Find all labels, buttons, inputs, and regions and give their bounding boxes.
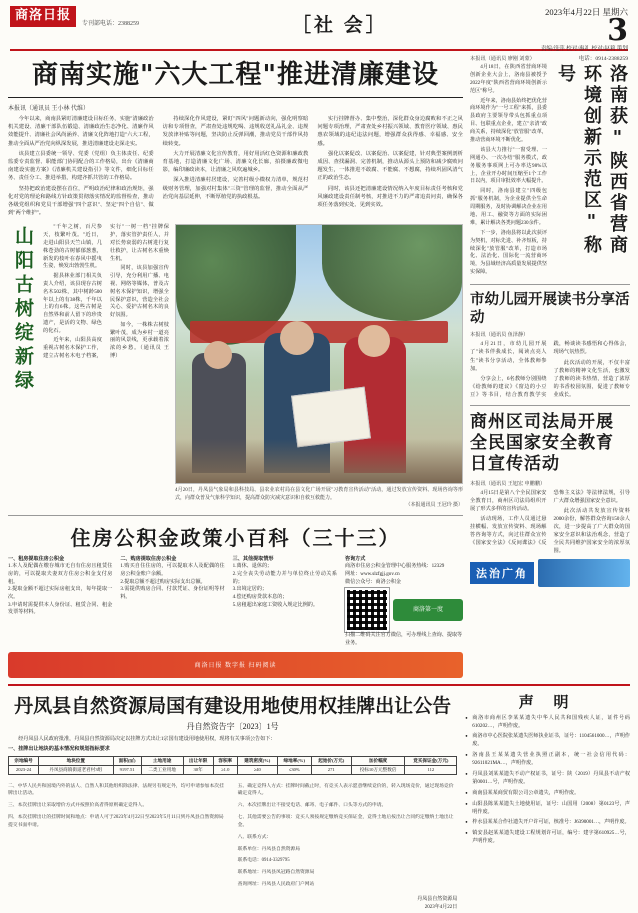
right-top-paragraph: 同时，洛南县建立"四级包抓"服务机制，为企业提供全生命周期服务，及时协调解决企业在用地、用工、融资等方面的实际困难，累计解决各类问题230余件。 <box>470 188 547 226</box>
right-top-paragraph: 下一步，洛南县将以此次获评为契机，对标先进、补齐短板，持续深化"放管服"改革，打造市场化、法治化、国际化一流营商环境，为县域经济高质量发展提供坚实保障。 <box>470 229 547 276</box>
table-cell: 投标10万元整数倍 <box>351 766 405 775</box>
feature-paragraph: "千年之树，百尺参天，枝繁叶茂。"近日，走进山阳县天竺山镇，几株苍劲的古树郁郁葱葱，新发的枝叶在春风中摇曳生姿，焕发出勃勃生机。 <box>43 224 102 270</box>
notice-intro-text: 经丹凤县人民政府批准，丹凤县自然资源局决定以挂牌方式出让1宗国有建设用地使用权，现将有关事项公告如下： <box>18 735 276 742</box>
right-top-headline: 洛南获"陕西省营商环境创新示范区"称号 <box>555 64 628 256</box>
table-header-cell: 容积率 <box>213 757 237 766</box>
right-mid-paragraph: 此次活动的开展，不仅丰富了教师的精神文化生活，也激发了教师的读书热情，营造了浓厚的书香校园氛围，促进了教师专业成长。 <box>553 359 630 398</box>
fund-item: 微信公众号：商洛公积金 <box>344 578 402 585</box>
fund-item: 3.申请时需提供本人身份证、租赁合同、租金发票等材料。 <box>8 601 113 616</box>
newspaper-logo: 商洛日报 <box>10 6 76 27</box>
law-column-badge: 法治广角 <box>470 562 534 584</box>
fund-title: 住房公积金政策小百科（三十三） <box>70 525 401 550</box>
list-item: ● 山阳县陈某某遗失土地使用证，证号：山国用（2008）第0123号，声明作废。 <box>465 801 630 817</box>
table-cell: ≥40 <box>237 766 277 775</box>
lead-byline: 本报讯（通讯员 王小林 代维） <box>8 105 90 112</box>
right-divider-2 <box>470 405 630 406</box>
editor-credits: 责编/选萍 校对/惠礼 校对/赵莉 策划 <box>540 45 628 52</box>
fund-item: 2.提取金额不超过实际房租支出，每年提取一次。 <box>8 586 113 601</box>
masthead-left <box>10 6 139 27</box>
notice-intro <box>8 736 457 754</box>
table-header-cell: 土地用途 <box>141 757 183 766</box>
list-item: ● 丹凤县刘某某遗失不动产权证书，证号：陕（2019）丹凤县不动产权第0001…号，声明作废。 <box>465 771 630 787</box>
right-mid-body <box>470 340 630 399</box>
feature-paragraph: 据县林业部门相关负责人介绍，该县现存古树名木502株，其中树龄500年以上的有38株，千年以上的有6株。这些古树是自然界和前人留下的珍贵遗产，是活的文物、绿色的化石。 <box>43 273 102 334</box>
feature-paragraph: 如今，一株株古树枝繁叶茂，成为乡村一道亮丽的风景线，更承载着浓浓的乡愁。（通讯员 王 博） <box>110 321 169 360</box>
feature-section <box>8 224 463 510</box>
notice-left <box>8 691 457 912</box>
right-low-paragraph: 此次活动共发放宣传资料2000余份，解答群众咨询150余人次，进一步提高了广大群众的国家安全意识和法治观念，营造了全民共同维护国家安全的浓厚氛围。 <box>553 507 630 555</box>
list-item: ● 商南县某某商贸有限公司公章遗失，声明作废。 <box>465 790 630 798</box>
table-cell: 112 <box>405 766 457 775</box>
right-low-byline: 本报讯（通讯员 王旭宏 申鹏鹏） <box>470 480 546 487</box>
digital-paper-promo[interactable]: 商洛日报 数字报 扫码阅读 <box>8 652 463 678</box>
notice-notes-right <box>238 778 458 893</box>
table-cell: 二类工业用地 <box>141 766 183 775</box>
notice-notes-left <box>8 778 228 893</box>
lead-paragraph: 坚持把政治建设摆在首位，严明政治纪律和政治规矩，强化对党的理论和路线方针政策贯彻落实情况的监督检查，推动各级党组织和党员干部增强"四个意识"、坚定"四个自信"、做到"两个维护"。 <box>8 185 154 217</box>
declaration-list <box>465 715 630 846</box>
fund-item: 网址：www.slzfgjj.gov.cn <box>344 571 400 578</box>
table-cell: 丹凤县商镇街道老君村3组 <box>39 766 113 775</box>
fund-item: 2.完全丧失劳动能力并与单位终止劳动关系的； <box>232 571 337 585</box>
list-item: ● 洛南县王某某遗失营业执照正副本，统一社会信用代码：92611021MA…，声明作废。 <box>465 752 630 768</box>
notice-section1-title: 一、挂牌出让地块的基本情况和规划指标要求 <box>8 745 110 752</box>
right-top-paragraph: 4月18日，在陕西省营商环境创新企业大会上，洛南县被授予2022年度"陕西省营商环境创新示范区"称号。 <box>470 64 547 94</box>
table-header-cell: 加价幅度 <box>351 757 405 766</box>
fund-heading: 咨询方式 <box>344 555 366 562</box>
fund-divider <box>8 515 463 516</box>
notice-doc-number: 丹自然资告字〔2023〕1号 <box>186 721 279 731</box>
notice-signature: 丹凤县自然资源局 <box>417 897 458 903</box>
masthead-divider <box>10 49 628 51</box>
fund-item: 4.偿还购房贷款本息的； <box>232 594 288 601</box>
land-parcel-table <box>8 756 457 775</box>
right-low-paragraph: 4月15日是第八个全民国家安全教育日，商州区司法局组织开展了形式多样的宣传活动。 <box>470 489 547 512</box>
table-header-cell: 面积(㎡) <box>113 757 141 766</box>
feature-paragraph: 同时，该县加强宣传引导，充分利用广播、电视、网络等媒体，普及古树名木保护知识，增强全民保护意识，营造全社会关心、爱护古树名木的良好氛围。 <box>110 265 169 319</box>
fund-col-2 <box>120 556 224 648</box>
table-cell: 9197.51 <box>113 766 141 775</box>
feature-paragraph: 近年来，山阳县高度重视古树名木保护工作，建立古树名木电子档案，实行"一树一档"挂牌保护，落实管护责任人，并对长势衰弱的古树进行复壮救护，让古树名木重焕生机。 <box>43 224 169 360</box>
photo-tree-right <box>322 225 462 321</box>
right-mid-byline: 本报讯（通讯员 鱼泽静） <box>470 332 529 339</box>
notice-note: 二、中华人民共和国境内外的法人、自然人和其他组织除法律、法规另有规定外，均可申请参加本次挂牌出让活动。 <box>8 784 224 797</box>
fund-item: 3.需提供购房合同、付款凭证、身份证明等材料。 <box>120 586 225 601</box>
issue-date: 2023年4月22日 星期六 <box>545 7 628 17</box>
table-header-cell: 地块位置 <box>39 757 113 766</box>
notice-note: 六、本次挂牌出让不接受电话、邮寄、电子邮件、口头等方式的申请。 <box>237 803 387 809</box>
masthead-phone: 专刊部电话：2388259 <box>82 21 140 27</box>
news-photo <box>175 224 463 484</box>
right-mid-paragraph: 4月21日，市幼儿园开展了"读书伴我成长，阅读点亮人生"读书分享活动，全体教师参加。 <box>470 341 547 372</box>
lead-paragraph: 持续深化作风建设，紧盯"四风"问题新动向，强化明察暗访和专项督查，严肃查处违规吃喝、违规收送礼品礼金、违规发放津补贴等问题，坚决防止反弹回潮，推动党员干部作风持续转变。 <box>162 115 309 147</box>
right-mid-headline: 市幼儿园开展读书分享活动 <box>470 291 630 327</box>
lead-paragraph: 实行挂牌督办、集中整治，深化群众身边腐败和不正之风问题专项治理，严肃查处乡村振兴领域、教育医疗领域、惠民惠农领域的违纪违法问题，增强群众获得感、幸福感、安全感。 <box>317 115 463 147</box>
notice-note: 联系电话：0914-3329795 <box>237 858 290 864</box>
table-cell: 30年 <box>183 766 213 775</box>
fund-col-3 <box>233 556 337 648</box>
table-header-cell: 绿地率(%) <box>277 757 311 766</box>
photo-credit: （本报通讯员 王冠玲 摄） <box>405 503 463 509</box>
notice-note: 五、确定竞得人方式：挂牌时间截止时，有竞买人表示愿意继续竞价的，转入现场竞价，通过现场竞价确定竞得人。 <box>237 784 454 797</box>
table-header-cell: 宗地编号 <box>9 757 39 766</box>
fund-col-4 <box>345 556 463 648</box>
right-low-headline: 商州区司法局开展全民国家安全教育日宣传活动 <box>470 411 614 475</box>
fund-item: 商洛市住房公积金管理中心服务热线：12329 <box>344 563 445 570</box>
fund-item: 2.提取总额不超过购房实际支出总额。 <box>120 578 206 585</box>
wechat-qr-code[interactable] <box>345 588 389 632</box>
table-cell: ≤30% <box>277 766 311 775</box>
fund-col-1 <box>8 556 112 648</box>
photo-caption <box>175 487 463 510</box>
fund-item: 5.房租超出家庭工资收入规定比例的。 <box>232 601 318 608</box>
law-column-strip <box>470 559 630 587</box>
lead-paragraph: 今年以来，商南县紧盯清廉建设目标任务，实施"清廉政治机关建设、清廉干部队伍锻造、清廉政治生态净化、清廉作风效能提升、清廉社会风尚涵养、清廉文化阵地打造"六大工程，推动全面从严治党向纵深发展，推进清廉建设走深走实。 <box>8 115 154 147</box>
editor-phone: 电话：0914-2388259 <box>578 56 628 63</box>
feature-body <box>43 224 169 362</box>
headline-divider <box>8 97 463 98</box>
lead-paragraph: 同时，该县还把清廉建设情况纳入年度目标责任考核和党风廉政建设责任制考核，对推进不力的严肃追责问责，确保各项任务落到实处、见到实效。 <box>317 185 463 208</box>
law-column-image <box>538 559 630 587</box>
notice-note: 三、本次挂牌出让采取增价方式并按照价高者得原则确定竞得人。 <box>8 803 148 809</box>
right-top-paragraph: 近年来，洛南县始终把优化营商环境作为"一号工程"来抓，县委县政府主要领导带头包抓重点项目、包联重点企业，建立"亲清"政商关系，持续深化"放管服"改革，推动营商环境不断优化。 <box>470 97 547 144</box>
section-title: ［社 会］ <box>292 15 388 36</box>
right-divider-1 <box>470 284 630 285</box>
fund-item: 1.本人及配偶在缴存城市无自有住房且租赁住房的，可以提取夫妻双方住房公积金支付房租。 <box>8 563 113 585</box>
notice-section <box>8 684 630 912</box>
lead-paragraph: 该县建立县委统一领导、党委（党组）负主体责任、纪委监委专责监督、职能部门协同配合的工作格局，出台《清廉商南建设实施方案》《清廉机关建设指引》等文件，细化目标任务、责任分工、推进举措，构建齐抓共管的工作格局。 <box>8 150 154 182</box>
fund-item: 1.离休、退休的； <box>232 563 273 570</box>
feature-vertical-title: 山阳古树绽新绿 <box>12 226 34 395</box>
declaration-column <box>465 691 630 912</box>
page-columns <box>8 55 630 678</box>
list-item: ● 镇安县赵某某遗失建设工程规划许可证，编号：建字第610925…号，声明作废。 <box>465 830 630 846</box>
fund-heading: 二、购房提取住房公积金 <box>120 555 177 562</box>
table-header-cell: 建筑密度(%) <box>237 757 277 766</box>
lead-paragraph: 强化以案促改、以案促治、以案促建，针对典型案例剖析成因、查找漏洞、完善机制，推动从源头上预防和减少腐败问题发生，一体推进不敢腐、不能腐、不想腐，持续巩固风清气正的政治生态。 <box>317 150 463 182</box>
notice-note: 联系单位：丹凤县自然资源局 <box>237 846 301 852</box>
fund-item: 1.购买自住住房的，可以提取本人及配偶的住房公积金账户余额。 <box>120 563 225 578</box>
promo-strip <box>8 652 463 678</box>
table-header-row <box>9 757 457 766</box>
lead-paragraph: 深入推进清廉村居建设，完善村级小微权力清单，规范村级财务管理，加强对村集体"三资"管理的监督，推动全面从严治党向基层延伸，不断厚植党的执政根基。 <box>162 177 309 200</box>
lead-headline: 商南实施"六大工程"推进清廉建设 <box>31 60 440 90</box>
table-header-cell: 出让年限 <box>183 757 213 766</box>
right-mid-paragraph: 分享会上，6名教师分别围绕《给教师的建议》《窗边的小豆豆》等书目，结合教育教学实践，畅谈读书感悟和心得体会，现场气氛热烈。 <box>470 341 630 398</box>
table-header-cell: 起始价(万元) <box>311 757 351 766</box>
notice-signature-block <box>8 896 457 911</box>
right-low-paragraph: 活动现场，工作人员通过悬挂横幅、发放宣传资料、现场解答咨询等方式，向过往群众宣传《国家安全法》《反间谍法》《反恐怖主义法》等法律法规，引导广大群众增强国家安全意识。 <box>470 489 630 546</box>
fund-item: 3.出境定居的； <box>232 586 268 593</box>
right-top-body <box>470 64 547 279</box>
table-cell: ≥1.0 <box>213 766 237 775</box>
right-low-body <box>470 489 630 556</box>
list-item: ● 柞水县某某合作社遗失开户许可证，核准号：J6390001…，声明作废。 <box>465 819 630 827</box>
lead-paragraph: 大力开展清廉文化宣传教育，用好用活红色资源和廉政教育基地，打造清廉文化广场、清廉文化长廊，拍摄廉政微电影，编印廉政读本，让清廉之风吹遍城乡。 <box>162 150 309 174</box>
fund-heading: 三、其他提取情形 <box>232 555 274 562</box>
list-item: ● 商洛市中心医院张某遗失医师执业证书，证号：1104561000…，声明作废。 <box>465 733 630 749</box>
notice-sign-date: 2023年4月22日 <box>424 904 458 910</box>
fund-item: 扫描二维码关注官方微信，可办理线上查询、提取等业务。 <box>344 632 463 647</box>
list-item: ● 商洛市商州区李某某遗失中华人民共和国残疾人证，证件号码610202…，声明作废。 <box>465 715 630 731</box>
table-header-cell: 竞买保证金(万元) <box>405 757 457 766</box>
table-row <box>9 766 457 775</box>
promo-green-badge[interactable]: 商洛第一度 <box>393 599 463 621</box>
page-number: 3 <box>607 12 628 48</box>
photo-caption-text: 4月20日，丹凤县气象局和县科技局、县农业农村局在县文化广场开展"习教育宣传活动"活动，通过发放宣传资料、现场咨询等形式，向群众普及气象科学知识，提高群众防灾减灾意识和自救互救能力。 <box>175 488 463 501</box>
table-cell: 2023-24 <box>9 766 39 775</box>
notice-note: 八、联系方式： <box>237 834 272 840</box>
table-cell: 271 <box>311 766 351 775</box>
photo-foreground <box>176 439 462 483</box>
notice-note: 四、本次挂牌出让的挂牌时间和地点：申请人可于2023年4月22日至2023年5月11日到丹凤县自然资源局提交书面申请。 <box>8 815 224 828</box>
lead-body <box>8 115 463 217</box>
fund-heading: 一、租房提取住房公积金 <box>8 555 65 562</box>
main-column <box>8 55 463 678</box>
right-top-byline: 本报讯（通讯员 廖刚 刘蒙） <box>470 56 535 62</box>
notice-note: 联系地址：丹凤县凤冠路自然资源局 <box>237 870 315 876</box>
notice-columns <box>8 691 630 912</box>
right-top-paragraph: 该县大力推行"一窗受理、一网通办、一次办结"服务模式，政务服务事项网上可办率达98%以上，企业开办时间压缩至1个工作日以内，项目审批效率大幅提升。 <box>470 146 547 185</box>
declaration-title: 声 明 <box>518 694 577 711</box>
notice-note: 七、其他需要公告的事项：竞买人须按规定缴纳竞买保证金，竞得土地后按出让合同约定缴纳土地出让金。 <box>237 815 454 828</box>
notice-title: 丹凤县自然资源局国有建设用地使用权挂牌出让公告 <box>14 694 452 717</box>
right-column <box>470 55 630 678</box>
notice-note: 查询网址：丹凤县人民政府门户网站 <box>237 882 315 888</box>
